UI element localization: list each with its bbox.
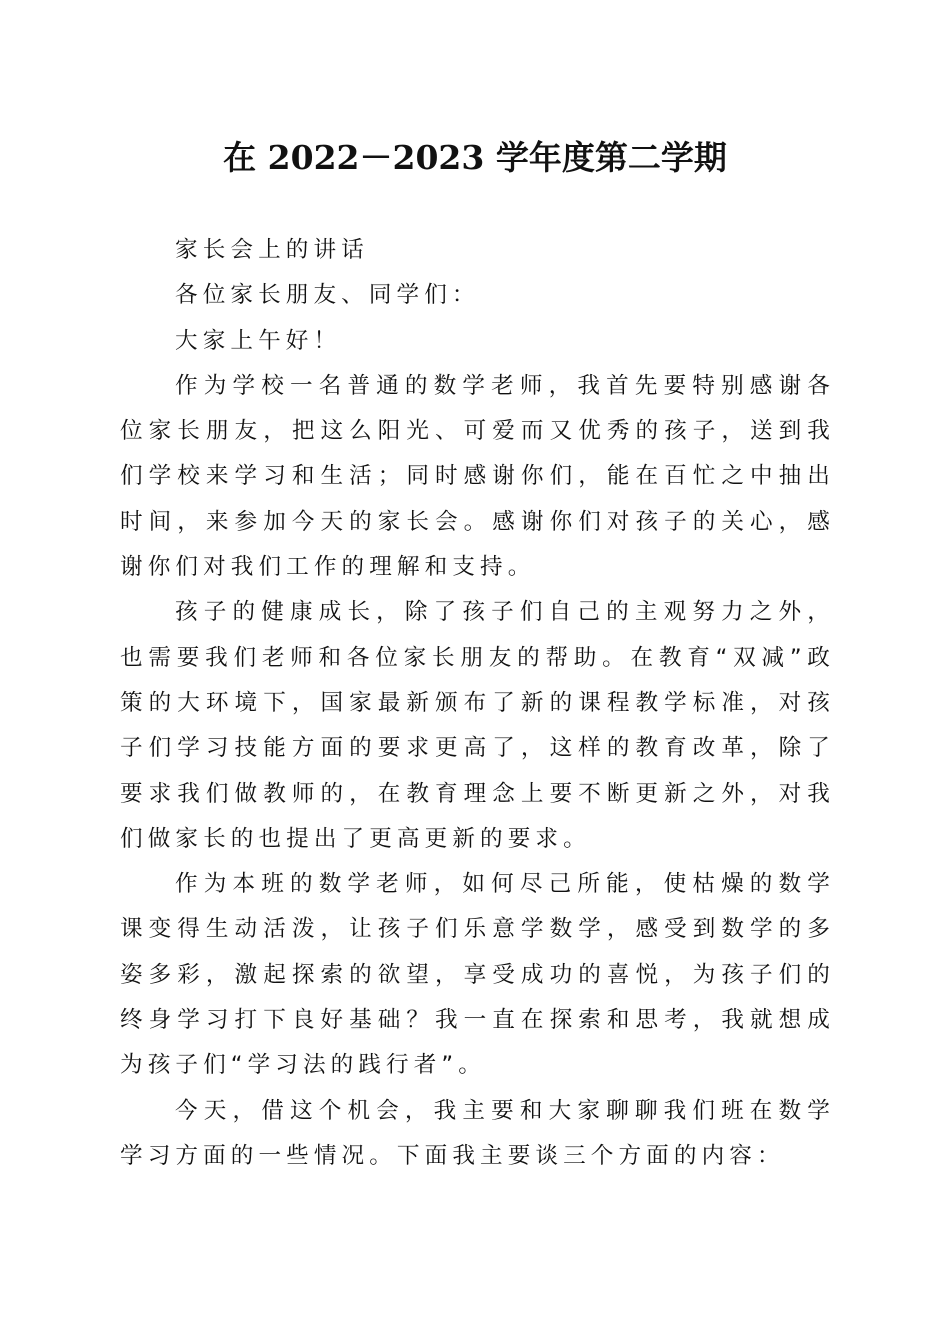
paragraph-role: 作为本班的数学老师，如何尽己所能，使枯燥的数学课变得生动活泼，让孩子们乐意学数学，感受到数学的多姿多彩，激起探索的欲望，享受成功的喜悦，为孩子们的终身学习打下良好基础？我一直在探索和思考，我就想成为孩子们“学习法的践行者”。 <box>120 871 835 1079</box>
document-body <box>120 228 835 1179</box>
paragraph-growth: 孩子的健康成长，除了孩子们自己的主观努力之外，也需要我们老师和各位家长朋友的帮助。在教育“双减”政策的大环境下，国家最新颁布了新的课程教学标准，对孩子们学习技能方面的要求更高了，这样的教育改革，除了要求我们做教师的，在教育理念上要不断更新之外，对我们做家长的也提出了更高更新的要求。 <box>120 599 835 852</box>
paragraph-thanks: 作为学校一名普通的数学老师，我首先要特别感谢各位家长朋友，把这么阳光、可爱而又优秀的孩子，送到我们学校来学习和生活；同时感谢你们，能在百忙之中抽出时间，来参加今天的家长会。感谢你们对孩子的关心，感谢你们对我们工作的理解和支持。 <box>120 372 835 581</box>
paragraph-greeting: 大家上午好！ <box>175 327 342 354</box>
document-title: 在 2022－2023 学年度第二学期 <box>223 138 727 177</box>
paragraph-subtitle: 家长会上的讲话 <box>175 237 369 263</box>
paragraph-topics: 今天，借这个机会，我主要和大家聊聊我们班在数学学习方面的一些情况。下面我主要谈三个方面的内容： <box>120 1097 835 1169</box>
paragraph-salutation: 各位家长朋友、同学们： <box>175 282 480 309</box>
